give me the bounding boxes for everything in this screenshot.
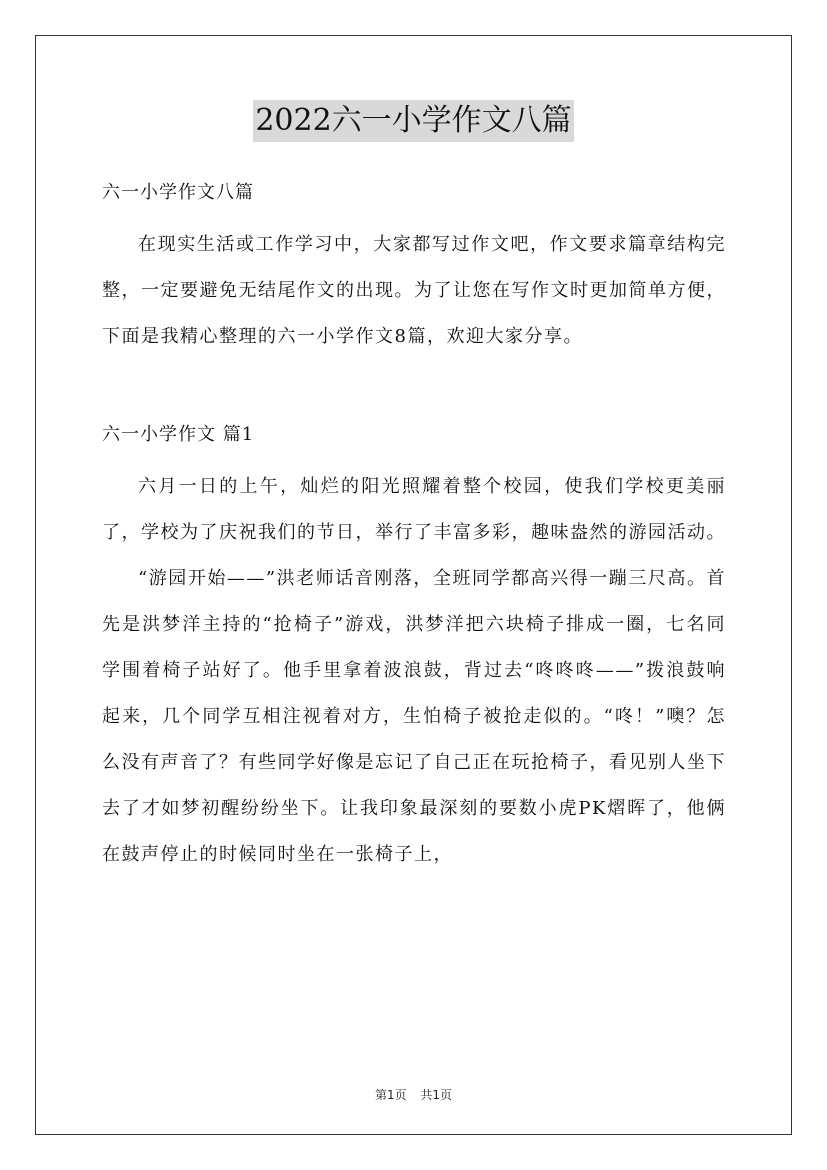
page-footer (0, 1086, 827, 1103)
title-container (0, 100, 827, 142)
section-heading: 六一小学作文 篇1 (102, 424, 255, 445)
page-number-total: 共1页 (420, 1088, 453, 1102)
spacer (102, 210, 726, 222)
intro-paragraph: 在现实生活或工作学习中，大家都写过作文吧，作文要求篇章结构完整，一定要避免无结尾作文的出现。为了让您在写作文时更加简单方便，下面是我精心整理的六一小学作文8篇，欢迎大家分享。 (102, 234, 726, 347)
section-paragraph-1: 六月一日的上午，灿烂的阳光照耀着整个校园，使我们学校更美丽了，学校为了庆祝我们的节日，举行了丰富多彩，趣味盎然的游园活动。 (102, 476, 726, 543)
document-body (102, 176, 726, 878)
document-title: 2022六一小学作文八篇 (253, 100, 573, 142)
page-number-current: 第1页 (374, 1088, 407, 1102)
intro-heading: 六一小学作文八篇 (102, 182, 254, 203)
section-paragraph-2: “游园开始——”洪老师话音刚落，全班同学都高兴得一蹦三尺高。首先是洪梦洋主持的“抢椅子”游戏，洪梦洋把六块椅子排成一圈，七名同学围着椅子站好了。他手里拿着波浪鼓，背过去“咚咚咚——”拨浪鼓响起来，几个同学互相注视着对方，生怕椅子被抢走似的。“咚！”噢？怎么没有声音了？有些同学好像是忘记了自己正在玩抢椅子，看见别人坐下去了才如梦初醒纷纷坐下。让我印象最深刻的要数小虎PK熠晖了，他俩在鼓声停止的时候同时坐在一张椅子上， (102, 568, 726, 865)
spacer (102, 452, 726, 464)
spacer (102, 360, 726, 418)
